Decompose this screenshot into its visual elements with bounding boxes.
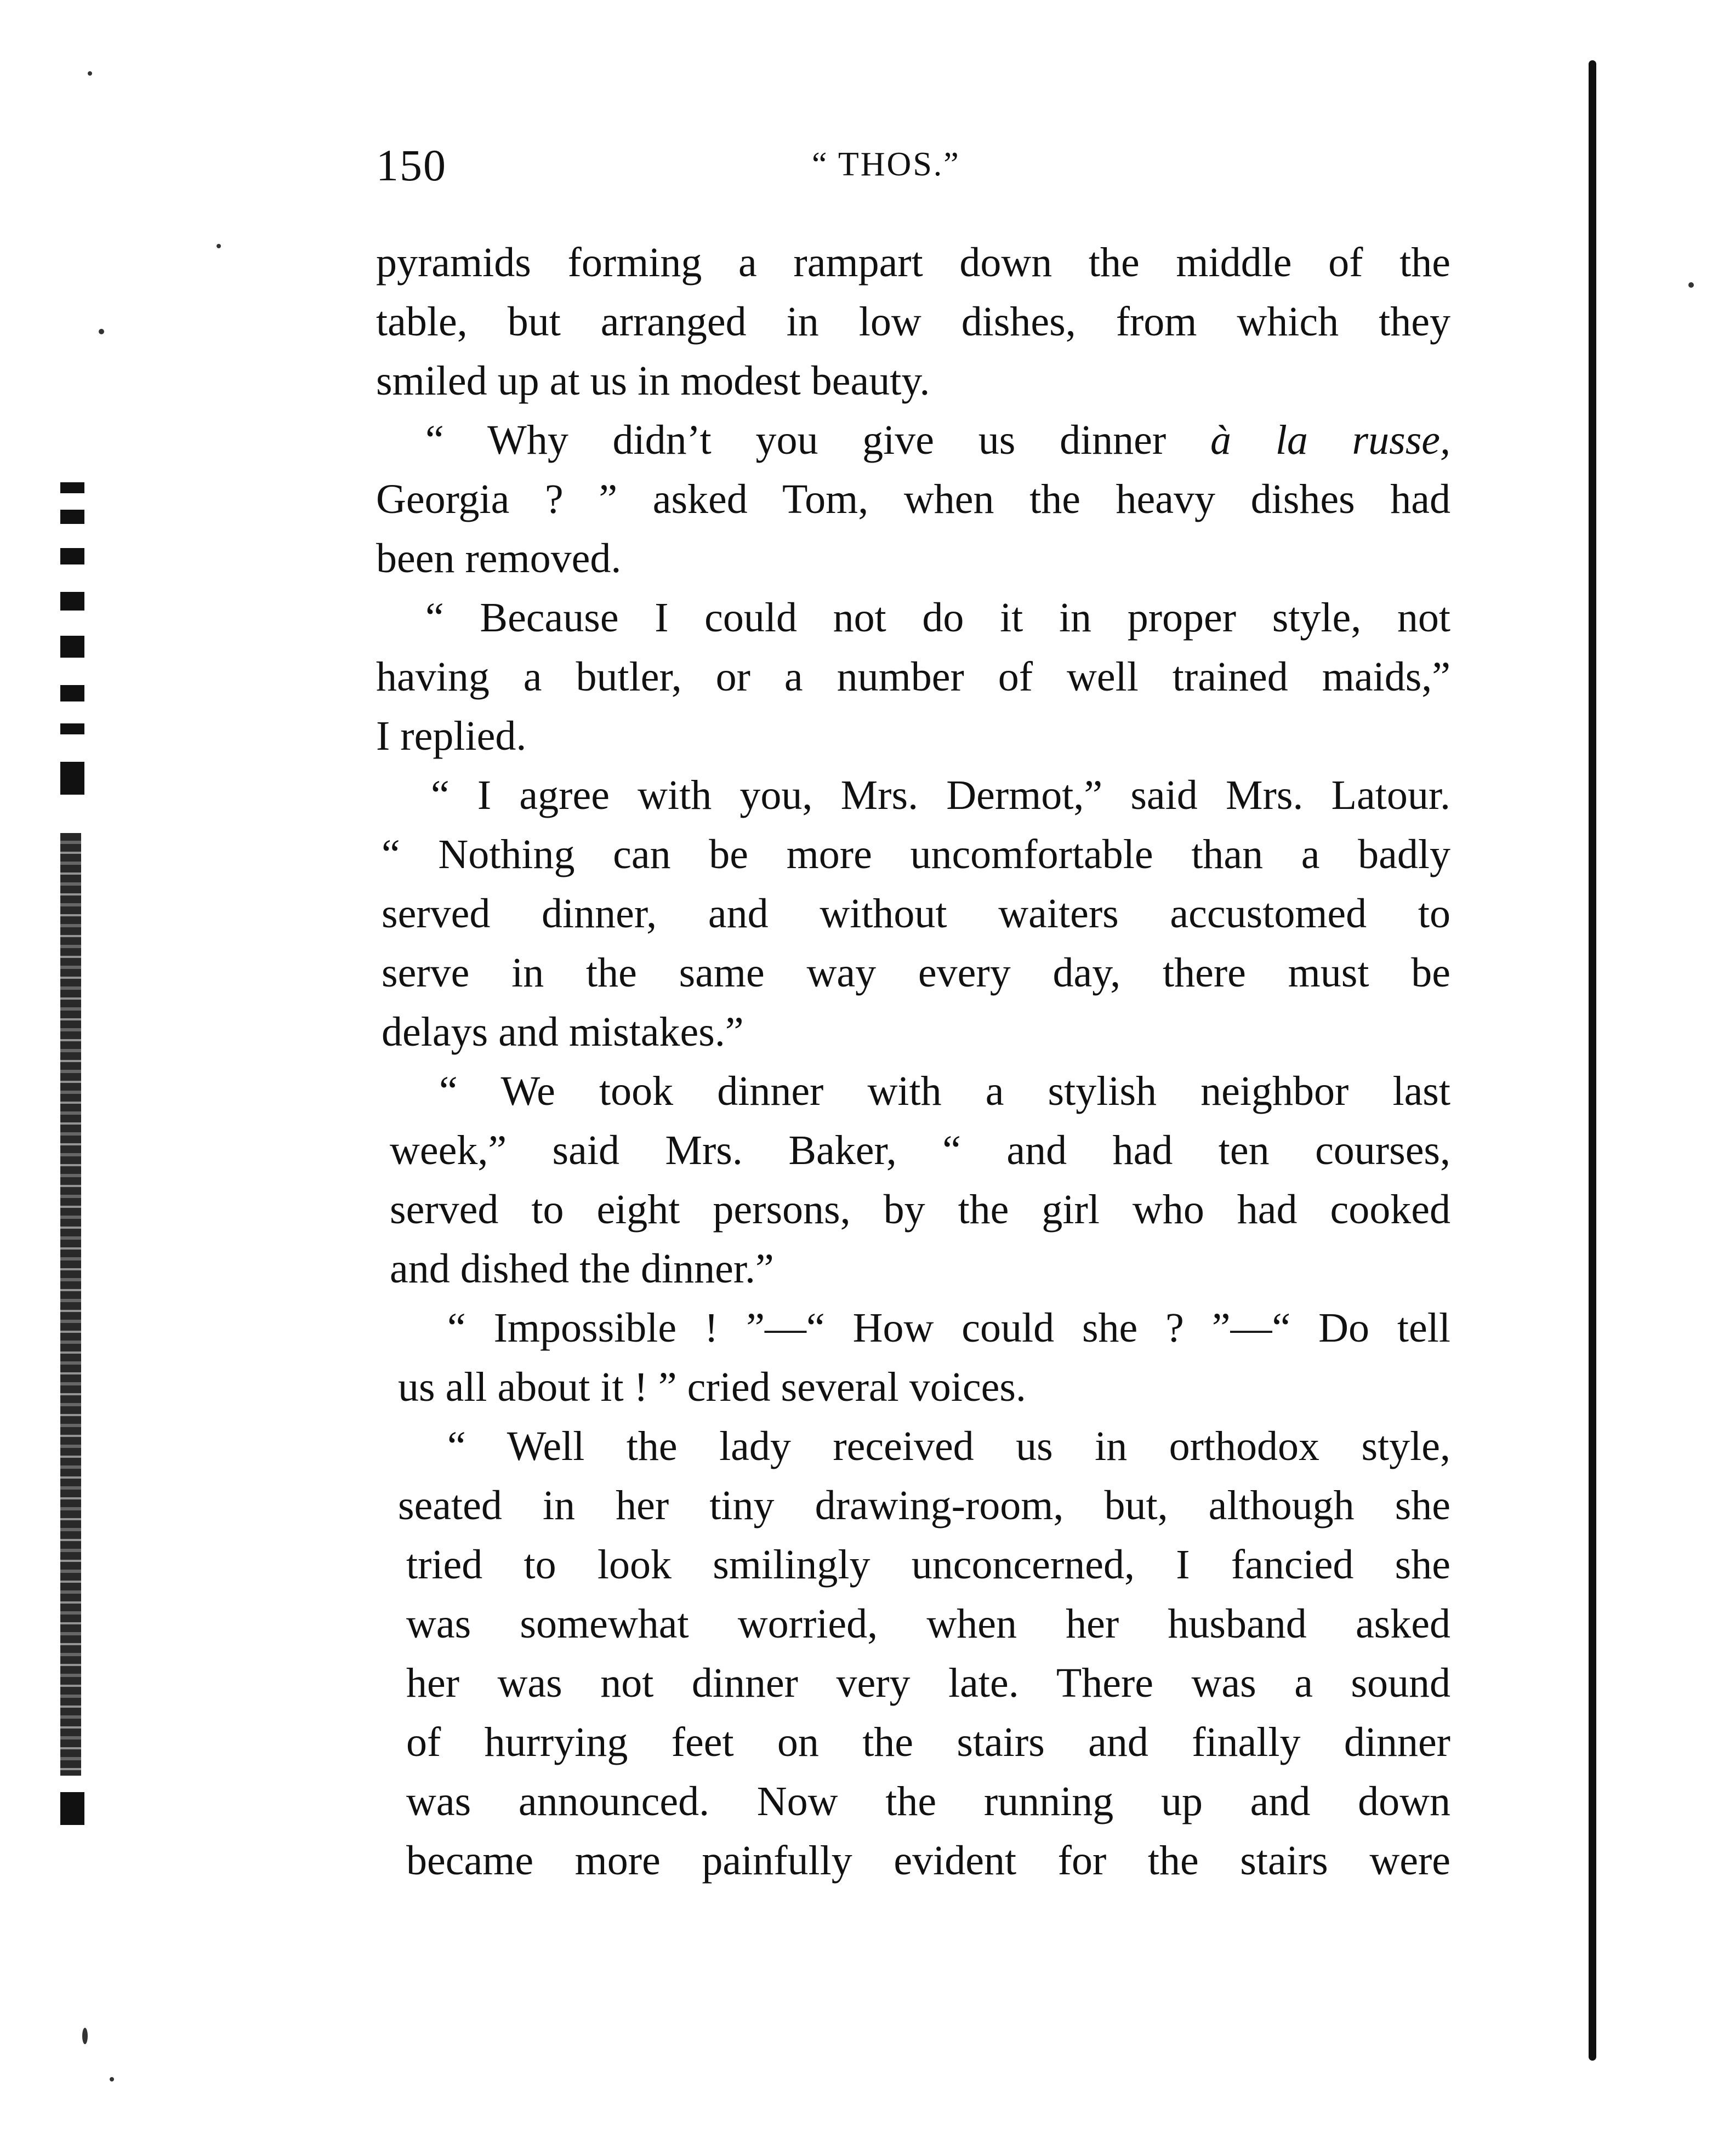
text-fragment: “ Why didn’t you give us dinner [425,417,1167,463]
text-line: served dinner, and without waiters accustomed to [382,891,1450,937]
text-line: serve in the same way every day, there must be [382,950,1450,996]
running-head [376,140,1165,195]
scan-speck [88,71,92,76]
text-line: I replied. [376,713,527,759]
text-line: “ Impossible ! ”—“ How could she ? ”—“ Do tell [447,1305,1450,1351]
scan-edge-block [60,548,84,564]
scan-speck [99,329,104,334]
text-line: was announced. Now the running up and down [406,1778,1450,1824]
text-line: smiled up at us in modest beauty. [376,358,930,404]
text-line: “ We took dinner with a stylish neighbor last [439,1068,1450,1114]
scan-edge-block [60,636,84,658]
scan-edge-block [60,592,84,611]
scan-speck [82,2028,88,2044]
scan-edge-block [60,685,84,701]
margin-rule [1589,60,1596,2061]
text-line: “ Well the lady received us in orthodox style, [447,1423,1450,1469]
scan-edge-block [60,510,84,524]
scan-speck [1688,282,1694,288]
text-line: of hurrying feet on the stairs and finally dinner [406,1719,1450,1765]
text-line: Georgia ? ” asked Tom, when the heavy dishes had [376,476,1450,522]
text-line: week,” said Mrs. Baker, “ and had ten courses, [390,1127,1450,1173]
text-line: tried to look smilingly unconcerned, I fancied she [406,1542,1450,1588]
italic-phrase: à la russe, [1210,417,1451,463]
scan-edge-block [60,723,84,734]
text-line: pyramids forming a rampart down the middle of the [376,239,1450,286]
text-line [376,410,1450,470]
text-line: delays and mistakes.” [382,1009,744,1055]
text-line: been removed. [376,535,622,581]
body-text [376,233,1450,1890]
page-number: 150 [376,140,447,190]
text-line: us all about it ! ” cried several voices. [398,1364,1026,1410]
scan-speck [110,2077,114,2081]
text-line: was somewhat worried, when her husband asked [406,1601,1450,1647]
scan-edge-block [60,1792,84,1825]
text-line: her was not dinner very late. There was a sound [406,1660,1450,1706]
running-title: “ THOS.” [812,146,960,183]
text-line: and dished the dinner.” [390,1246,774,1292]
scan-edge-block [60,762,84,795]
text-line: having a butler, or a number of well trained maids,” [376,654,1450,700]
scan-speck [217,244,221,248]
text-line: became more painfully evident for the stairs were [406,1838,1450,1884]
text-line: table, but arranged in low dishes, from which they [376,299,1450,345]
text-line: “ I agree with you, Mrs. Dermot,” said Mrs. Latour. [431,772,1450,818]
text-line: seated in her tiny drawing-room, but, although she [398,1482,1450,1528]
text-line: “ Nothing can be more uncomfortable than a badly [382,831,1450,877]
scan-edge-bar [60,833,81,1776]
scan-edge-block [60,482,84,493]
text-line: “ Because I could not do it in proper style, not [425,595,1450,641]
text-line: served to eight persons, by the girl who had cooked [390,1187,1450,1233]
